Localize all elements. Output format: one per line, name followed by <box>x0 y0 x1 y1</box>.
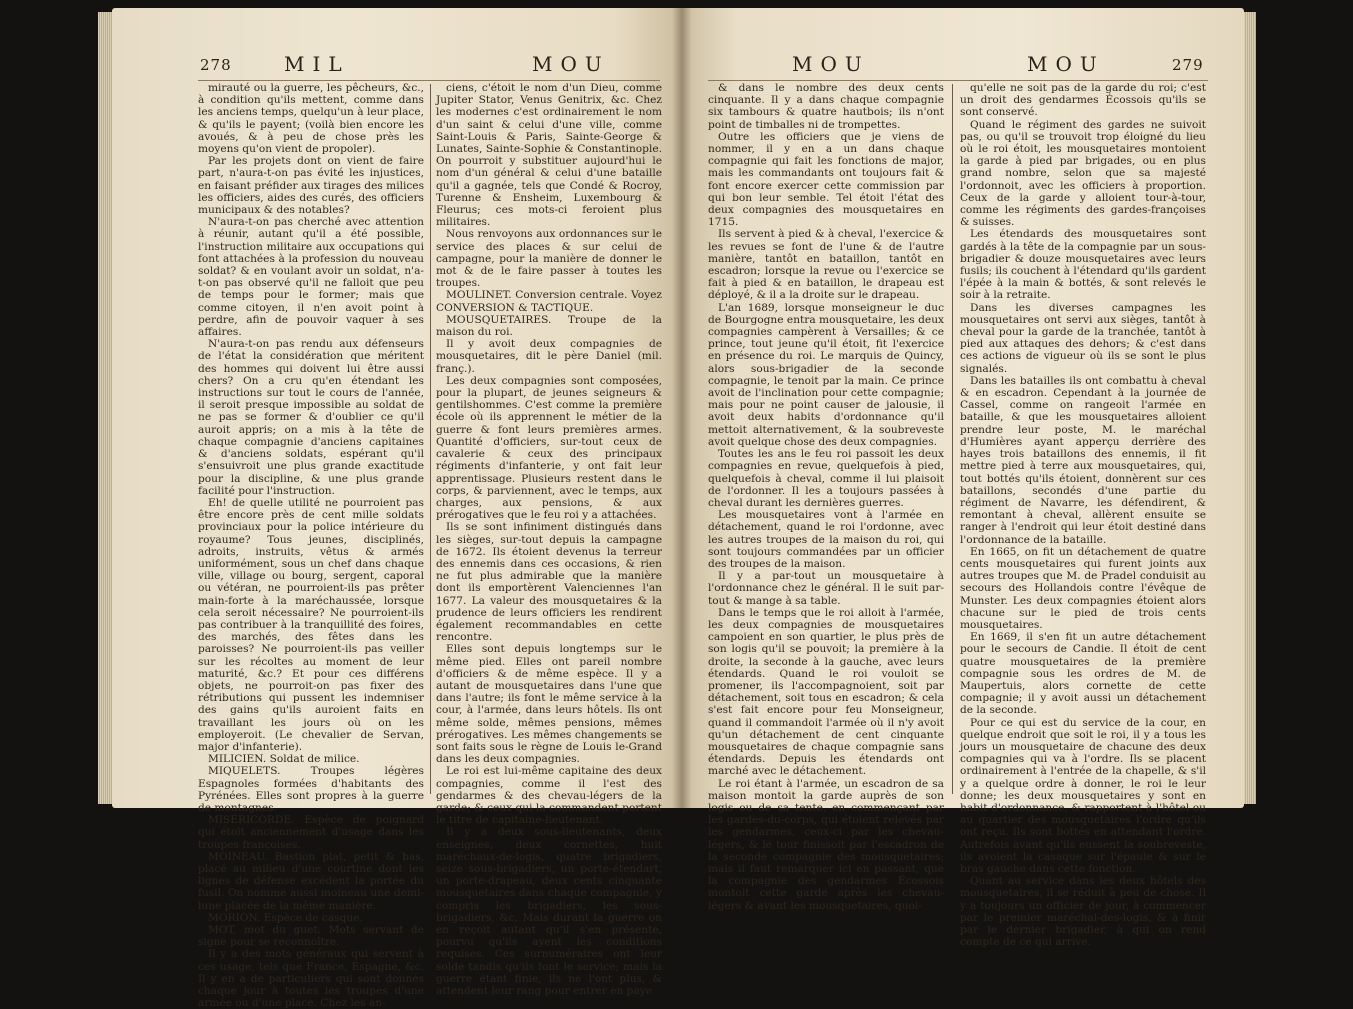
paragraph: Dans les batailles ils ont combattu à cheval & en escadron. Cependant à la journée de Cassel, comme on rangeoit l'armée en bataille, & que les mousquetaires alloient prendre leur poste, M. le maréchal d'Humières ayant apperçu derrière des hayes trois bataillons des ennemis, il fit mettre pied à terre aux mousquetaires, qui, tout bottés qu'ils étoient, donnèrent sur ces bataillons, secondés d'une partie du régiment de Navarre, les défendirent, & remontant à cheval, allèrent ensuite se ranger à l'endroit qui leur étoit destiné dans l'ordonnance de la bataille. <box>960 374 1206 546</box>
paragraph: Eh! de quelle utilité ne pourroient pas être encore près de cent mille soldats provinciaux pour la police intérieure du royaume? Tous jeunes, disciplinés, adroits, instruits, vêtus & armés uniformément, sous un chef dans chaque ville, village ou bourg, sergent, caporal ou vétéran, ne pourroient-ils pas prêter main-forte à la maréchaussée, lorsque cela seroit nécessaire? Ne pourroient-ils pas contribuer à la tranquillité des foires, des marchés, des fêtes dans les paroisses? Ne pourroient-ils pas veiller sur les récoltes au moment de leur maturité, &c.? Et pour ces différens objets, ne pourroit-on pas fixer des rétributions qui pussent les indemniser des gains qu'ils auroient faits en travaillant les jours où on les employeroit. (Le chevalier de Servan, major d'infanterie). <box>198 496 424 753</box>
header-rule-left <box>198 80 660 81</box>
left-column-2 <box>436 82 662 998</box>
running-head-right-2: MOU <box>1027 52 1105 76</box>
paragraph: Quand le régiment des gardes ne suivoit pas, ou qu'il se trouvoit trop éloigné du lieu où le roi étoit, les mousquetaires montoient la garde à pied par brigades, ou en plus grand nombre, selon que sa majesté l'ordonnoit, avec les officiers à proportion. Ceux de la garde y alloient tour-à-tour, comme les régiments des gardes-françoises & suisses. <box>960 118 1206 229</box>
paragraph: L'an 1689, lorsque monseigneur le duc de Bourgogne entra mousquetaire, les deux compagnies campèrent à Versailles; & ce prince, tout jeune qu'il étoit, fit l'exercice en présence du roi. Le marquis de Quincy, alors sous-brigadier de la seconde compagnie, le tenoit par la main. Ce prince avoit de l'inclination pour cette compagnie; mais pour ne point causer de jalousie, il avoit deux habits d'ordonnance qu'il mettoit alternativement, & la soubreveste avoit quelque chose des deux compagnies. <box>708 301 944 448</box>
left-page <box>112 8 682 1009</box>
paragraph: Toutes les ans le feu roi passoit les deux compagnies en revue, quelquefois à pied, quelquefois à cheval, comme il lui plaisoit de l'ordonner. Il les a toujours passées à cheval durant les dernières guerres. <box>708 448 944 509</box>
paragraph: Outre les officiers que je viens de nommer, il y en a un dans chaque compagnie qui fait les fonctions de major, mais les commandants ont toujours fait & font encore exercer cette commission par qui bon leur semble. Tel étoit l'état des deux compagnies des mousquetaires en 1715. <box>708 130 944 229</box>
running-head-right-1: MOU <box>792 52 870 76</box>
paragraph: Il y avoit deux compagnies de mousquetaires, dit le père Daniel (mil. franç.). <box>436 338 662 375</box>
paragraph: Ils servent à pied & à cheval, l'exercice & les revues se font de l'une & de l'autre manière, tantôt en bataillon, tantôt en escadron; lorsque la revue ou l'exercice se fait à pied & en bataillon, le drapeau est déployé, & il a la droite sur le drapeau. <box>708 228 944 302</box>
paragraph: Elles sont depuis longtemps sur le même pied. Elles ont pareil nombre d'officiers & de même espèce. Il y a autant de mousquetaires dans l'une que dans l'autre; ils font le même service à la cour, à l'armée, dans leurs hôtels. Ils ont même solde, mêmes pensions, mêmes prérogatives. Les mêmes changements se sont faits sous le règne de Louis le-Grand dans les deux compagnies. <box>436 643 662 766</box>
right-column-1 <box>708 82 944 912</box>
paragraph: Dans le temps que le roi alloit à l'armée, les deux compagnies de mousquetaires campoient en son quartier, le plus près de son logis qu'il se pouvoit; la première à la droite, la seconde à la gauche, avec leurs étendards. Quand le roi vouloit se promener, ils l'accompagnoient, soit par détachement, soit tous en escadron; & cela s'est fait encore pour feu Monseigneur, quand il commandoit l'armée où il n'y avoit qu'un détachement de cent cinquante mousquetaires de chaque compagnie sans étendards. Depuis les étendards ont marché avec le détachement. <box>708 606 944 778</box>
paragraph: Les deux compagnies sont composées, pour la plupart, de jeunes seigneurs & gentilshommes. C'est comme la première école où ils apprennent le métier de la guerre & font leurs premières armes. Quantité d'officiers, sur-tout ceux de cavalerie & ceux des principaux régiments d'infanterie, y ont fait leur apprentissage. Plusieurs restent dans le corps, & parviennent, avec le temps, aux charges, aux pensions, & aux prérogatives que le feu roi y a attachées. <box>436 374 662 522</box>
left-page-edges <box>98 12 112 804</box>
right-page <box>682 8 1244 949</box>
paragraph: Il y a par-tout un mousquetaire à l'ordonnance chez le général. Il le suit par-tout & mange à sa table. <box>708 570 944 607</box>
running-head-left: MIL <box>284 52 350 76</box>
paragraph: En 1669, il s'en fit un autre détachement pour le secours de Candie. Il étoit de cent quatre mousquetaires de la première compagnie sous les ordres de M. de Maupertuis, alors cornette de cette compagnie; il y avoit aussi un détachement de la seconde. <box>960 631 1206 717</box>
paragraph: MORION. Espèce de casque. <box>208 911 363 924</box>
paragraph: N'aura-t-on pas rendu aux défenseurs de l'état la considération que méritent des hommes qui doivent lui être aussi chers? On a cru qu'en étendant les instructions sur tout le cours de l'année, il seroit presque impossible au soldat de ne pas se former & d'oublier ce qu'il auroit appris; on a mis à la tête de chaque compagnie d'anciens capitaines & d'anciens soldats, espérant qu'il s'ensuivroit une plus grande exactitude pour la discipline, & une plus grande facilité pour l'instruction. <box>198 338 424 497</box>
paragraph: & dans le nombre des deux cents cinquante. Il y a dans chaque compagnie six tambours & quatre hautbois; ils n'ont point de timballes ni de trompettes. <box>708 82 944 131</box>
column-rule-left <box>430 84 431 794</box>
header-rule-right <box>708 80 1208 81</box>
running-head-center: MOU <box>532 52 610 76</box>
paragraph: N'aura-t-on pas cherché avec attention à réunir, autant qu'il a été possible, l'instruction militaire aux occupations qui font attachées à la profession du nouveau soldat? & en voulant avoir un soldat, n'a-t-on pas observé qu'il ne falloit que peu de temps pour le former; mais que comme citoyen, il n'en avoit point à perdre, afin de pouvoir vaquer à ses affaires. <box>198 216 424 339</box>
paragraph: MOINEAU. Bastion plat, petit & bas, placé au milieu d'une courtine dont les lignes de défense excédent la portée du fusil. On nomme aussi moineau une demi-lune placée de la même manière. <box>198 850 424 912</box>
right-column-2 <box>960 82 1206 949</box>
paragraph: Le roi étant à l'armée, un escadron de sa maison montoit la garde auprès de son logis ou de sa tente, en commençant par les gardes-du-corps, qui étoient relevés par les gendarmes, ceux-ci par les chevau-légers, & le tour finissoit par l'escadron de la seconde compagnie des mousquetaires; mais il faut remarquer ici en passant, que la compagnie des gendarmes Écossois montoit cette garde après les chevau-légers & avant les mousquetaires, quoi- <box>708 777 944 912</box>
paragraph: Le roi est lui-même capitaine des deux compagnies, comme il l'est des gendarmes & des chevau-légers de la garde; & ceux qui la commandent portent le titre de capitaine-lieutenant. <box>436 765 662 827</box>
paragraph: MOT, mot du guet. Mots servant de signe pour se reconnoître. <box>198 924 424 949</box>
book-spine <box>672 8 692 808</box>
paragraph: MILICIEN. Soldat de milice. <box>208 753 360 766</box>
right-page-edges <box>1244 12 1256 804</box>
paragraph: mirauté ou la guerre, les pêcheurs, &c., à condition qu'ils mettent, comme dans les anciens temps, quelqu'un à leur place, & qu'ils le payent; (voilà bien encore les avoués, & à peu de chose près les moyens qu'on vient de propoler). <box>198 82 424 156</box>
page-number-right: 279 <box>1172 56 1204 74</box>
paragraph: Il y a des mots généraux qui servent à ces usage, tels que France, Espagne, &c. Il y en a de particuliers qui sont donnés chaque jour à toutes les troupes d'une armée ou d'une place. Chez les an- <box>198 948 424 1009</box>
paragraph: Les mousquetaires vont à l'armée en détachement, quand le roi l'ordonne, avec les autres troupes de la maison du roi, qui sont toujours commandées par un officier des troupes de la maison. <box>708 509 944 570</box>
paragraph: ciens, c'étoit le nom d'un Dieu, comme Jupiter Stator, Venus Genitrix, &c. Chez les modernes c'est ordinairement le nom d'un saint & celui d'une ville, comme Saint-Louis & Paris, Sainte-George & Lunates, Sainte-Sophie & Constantinople. On pourroit y substituer aujourd'hui le nom d'un général & celui d'une bataille qu'il a gagnée, tels que Condé & Rocroy, Turenne & Ensheim, Luxembourg & Fleurus; ces mots-ci feroient plus militaires. <box>436 82 662 229</box>
paragraph: qu'elle ne soit pas de la garde du roi; c'est un droit des gendarmes Écossois qu'ils se sont conservé. <box>960 82 1206 119</box>
paragraph: MISÉRICORDE. Espèce de poignard qui étoit anciennement d'usage dans les troupes françoises. <box>198 814 424 851</box>
paragraph: Il y a deux sous-lieutenants, deux enseignes, deux cornettes, huit maréchaux-de-logis, quatre brigadiers, seize sous-brigadiers, un porte-étendart, un porte-drapeau, deux cents cinquante mousquetaires dans chaque compagnie, y compris les brigadiers, les sous-brigadiers, &c. Mais durant la guerre on en reçoit autant qu'il s'en présente, pourvu qu'ils ayent les conditions requises. Ces surnuméraires ont leur solde tandis qu'ils font le service; mais la guerre étant finie, ils ne l'ont plus, & attendent leur rang pour entrer en paye <box>436 826 662 998</box>
paragraph: MIQUELETS. Troupes légères Espagnoles formées d'habitants des Pyrénées. Elles sont propres à la guerre de montagnes. <box>198 765 424 814</box>
paragraph: En 1665, on fit un détachement de quatre cents mousquetaires qui furent joints aux autres troupes que M. de Pradel conduisit au secours des Hollandois contre l'évêque de Munster. Les deux compagnies étoient alors chacune sur le pied de trois cents mousquetaires. <box>960 545 1206 631</box>
left-column-1 <box>198 82 425 1009</box>
paragraph: Nous renvoyons aux ordonnances sur le service des places & sur celui de campagne, pour la manière de donner le mot & de le faire passer à toutes les troupes. <box>436 228 662 290</box>
page-number-left: 278 <box>200 56 232 74</box>
paragraph: Les étendards des mousquetaires sont gardés à la tête de la compagnie par un sous-brigadier & douze mousquetaires avec leurs fusils; ils couchent à l'étendard qu'ils gardent l'épée à la main & bottés, & sont relevés le soir à la retraite. <box>960 228 1206 302</box>
paragraph: Par les projets dont on vient de faire part, n'aura-t-on pas évité les injustices, en faisant préfider aux tirages des milices les officiers, aides des curés, des officiers municipaux & des notables? <box>198 155 425 217</box>
column-rule-right <box>952 84 953 794</box>
paragraph: MOULINET. Conversion centrale. Voyez CONVERSION & TACTIQUE. <box>436 289 662 314</box>
paragraph: Quant au service dans les deux hôtels des mousquetaires, il se réduit à peu de chose. Il y a toujours un officier de jour, à commencer par le premier maréchal-des-logis, & à finir par le dernier brigadier, à qui on rend compte de ce qui arrive. <box>960 875 1206 949</box>
paragraph: Pour ce qui est du service de la cour, en quelque endroit que soit le roi, il y a tous les jours un mousquetaire de chacune des deux compagnies qui va à l'ordre. Ils se placent ordinairement à l'entrée de la chapelle, & s'il y a quelque ordre à donner, le roi le leur donne; les deux mousquetaires y sont en habit d'ordonnance, & rapportent à l'hôtel ou au quartier des mousquetaires l'ordre qu'ils ont reçu. Ils sont bottés en attendant l'ordre. Autrefois avant qu'ils eussent la soubreveste, ils avoient la casaque sur l'épaule & sur le bras gauche dans cette fonction. <box>960 716 1206 875</box>
paragraph: MOUSQUETAIRES. Troupe de la maison du roi. <box>436 313 662 339</box>
paragraph: Ils se sont infiniment distingués dans les sièges, sur-tout depuis la campagne de 1672. Ils étoient devenus la terreur des ennemis dans ces occasions, & rien ne fut plus admirable que la manière dont ils emportèrent Valenciennes l'an 1677. La valeur des mousquetaires & la prudence de leurs officiers les rendirent également recommandables en cette rencontre. <box>436 521 662 644</box>
paragraph: Dans les diverses campagnes les mousquetaires ont servi aux sièges, tantôt à cheval pour la garde de la tranchée, tantôt à pied aux attaques des dehors; & c'est dans ces actions de vigueur où ils se sont le plus signalés. <box>960 301 1206 375</box>
